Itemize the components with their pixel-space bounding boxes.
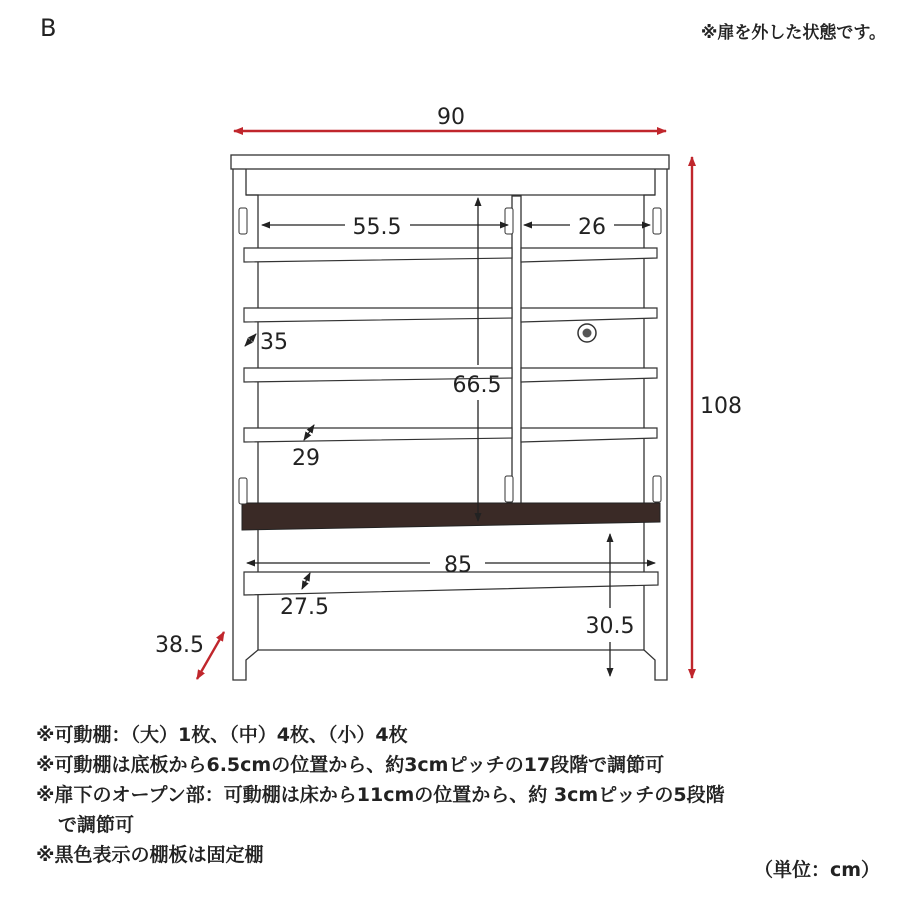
left-width-label: 55.5 — [352, 215, 402, 240]
shelf — [244, 308, 512, 322]
cable-hole-icon — [578, 324, 596, 342]
shelf — [244, 248, 512, 262]
left-side-panel — [233, 169, 258, 680]
top-board — [231, 155, 669, 169]
lower-width-label: 85 — [444, 553, 472, 578]
right-side-panel — [644, 169, 667, 680]
height-total-label: 108 — [700, 394, 742, 419]
inner-height-label: 66.5 — [452, 373, 502, 398]
door-removed-note: ※扉を外した状態です。 — [700, 23, 886, 43]
notes-block — [36, 720, 725, 870]
note-line: ※可動棚：（大）1枚、（中）4枚、（小）4枚 — [36, 724, 408, 746]
hinge — [653, 208, 661, 234]
lower-shelf-depth-label: 27.5 — [280, 595, 329, 620]
fixed-shelf — [242, 503, 660, 530]
note-line: ※扉下のオープン部：可動棚は床から11cmの位置から、約 3cmピッチの5段階 — [36, 784, 725, 806]
right-shelves — [521, 248, 657, 442]
hinge — [239, 208, 247, 234]
note-line: で調節可 — [58, 814, 135, 836]
center-divider — [512, 196, 521, 522]
shelf — [521, 428, 657, 442]
hinge — [505, 208, 513, 234]
shelf — [521, 308, 657, 322]
note-line: ※可動棚は底板から6.5cmの位置から、約3cmピッチの17段階で調節可 — [36, 754, 665, 776]
depth-35-line — [245, 334, 256, 346]
diagram-label: B — [40, 14, 57, 42]
note-line: ※黒色表示の棚板は固定棚 — [36, 844, 264, 866]
hinge — [239, 478, 247, 504]
unit-label: （単位：cm） — [753, 859, 880, 881]
width-total-label: 90 — [437, 105, 465, 130]
hinge — [505, 476, 513, 502]
lower-height-label: 30.5 — [585, 614, 635, 639]
right-width-label: 26 — [578, 215, 606, 240]
shelf — [521, 368, 657, 382]
shelf-depth-label: 29 — [292, 446, 320, 471]
depth-total-label: 38.5 — [155, 633, 204, 658]
hinge — [653, 476, 661, 502]
shelf — [244, 428, 512, 442]
shelf — [521, 248, 657, 262]
left-depth-label: 35 — [260, 330, 288, 355]
